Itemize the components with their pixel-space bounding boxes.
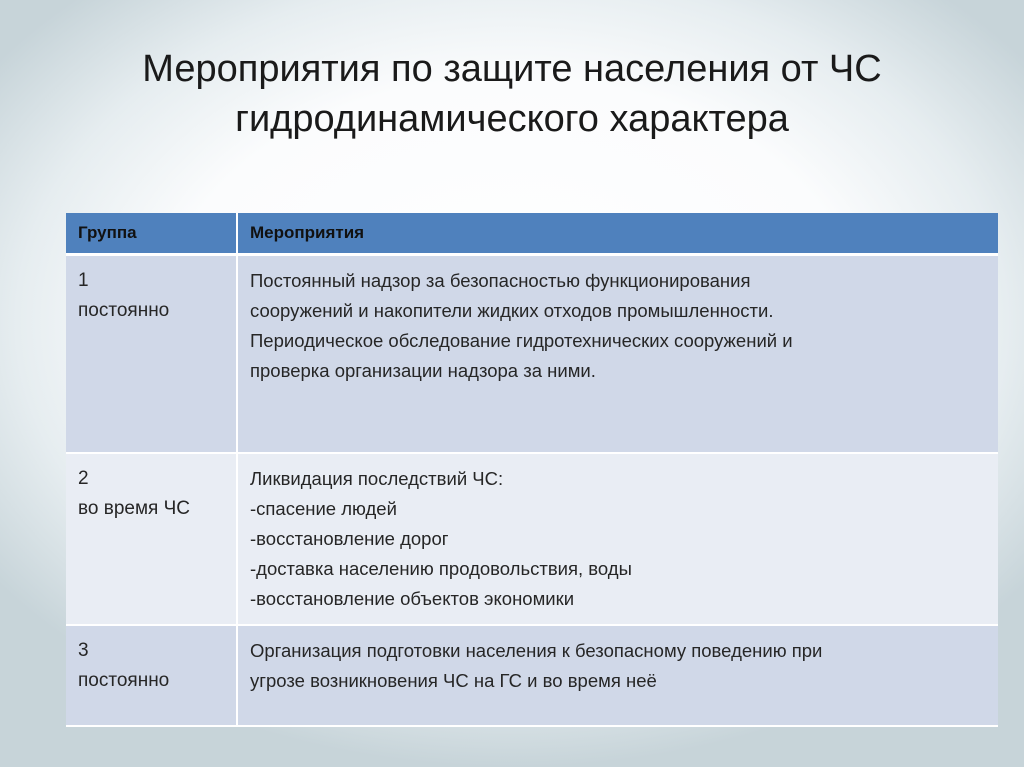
measure-line: Периодическое обследование гидротехнических сооружений и [250, 330, 793, 351]
measures-cell [237, 625, 998, 726]
group-number: 2 [78, 467, 89, 489]
measure-line: проверка организации надзора за ними. [250, 360, 596, 381]
group-label: постоянно [78, 300, 170, 321]
measure-line: -доставка населению продовольствия, воды [250, 557, 632, 579]
measures-cell [237, 255, 998, 453]
group-number: 3 [78, 639, 89, 661]
group-cell [66, 255, 237, 453]
group-label: во время ЧС [78, 497, 190, 519]
measure-line: сооружений и накопители жидких отходов промышленности. [250, 300, 774, 321]
table-row [66, 625, 998, 726]
table-row [66, 255, 998, 453]
measure-line: угрозе возникновения ЧС на ГС и во время неё [250, 669, 657, 691]
group-label: постоянно [78, 669, 170, 691]
header-group: Группа [66, 213, 237, 255]
slide-title-line-2: гидродинамического характера [235, 98, 789, 140]
header-measures: Мероприятия [237, 213, 998, 255]
group-cell [66, 453, 237, 625]
slide-title [0, 44, 1024, 144]
measure-line: -спасение людей [250, 497, 397, 519]
measures-table-container [66, 213, 998, 718]
measure-line: Ликвидация последствий ЧС: [250, 467, 504, 489]
measure-line: Постоянный надзор за безопасностью функционирования [250, 270, 751, 291]
measure-line: Организация подготовки населения к безопасному поведению при [250, 639, 823, 661]
measure-line: -восстановление дорог [250, 527, 449, 549]
measure-line: -восстановление объектов экономики [250, 587, 575, 609]
slide-title-line-1: Мероприятия по защите населения от ЧС [142, 48, 882, 90]
table-header-row [66, 213, 998, 255]
group-number: 1 [78, 270, 89, 291]
table-row [66, 453, 998, 625]
measures-table [66, 213, 998, 727]
group-cell [66, 625, 237, 726]
measures-cell [237, 453, 998, 625]
